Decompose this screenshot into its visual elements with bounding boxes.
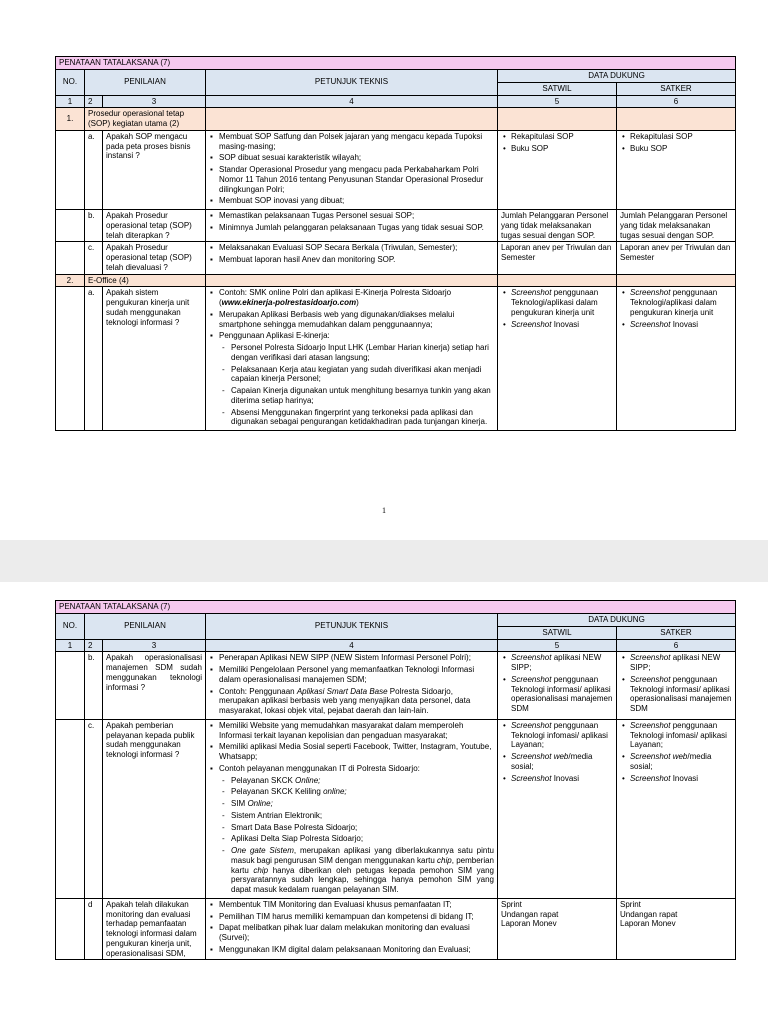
- list-item: [511, 752, 613, 772]
- satker-cell: [617, 287, 736, 431]
- sub-list-item: - Smart Data Base Polresta Sidoarjo;: [231, 823, 494, 833]
- table-row: [56, 652, 736, 720]
- list-item: [630, 752, 732, 772]
- row-number: [56, 242, 85, 274]
- list-item: ▪ Pemilihan TIM harus memiliki kemampuan dan kompetensi di bidang IT;: [219, 912, 494, 922]
- text: Screenshot: [511, 674, 552, 684]
- text-line: Sprint: [501, 899, 522, 909]
- group-filler: [617, 108, 736, 131]
- text: Online;: [247, 799, 273, 808]
- group-filler: [498, 274, 617, 287]
- sub-list-item: - Personel Polresta Sidoarjo Input LHK (Lembar Harian kinerja) setiap hari dengan verifikasi dari atasan langsung;: [231, 343, 494, 363]
- table-row: [56, 242, 736, 274]
- list-item: [219, 331, 494, 427]
- text: One gate Sistem: [231, 846, 294, 855]
- list-item: [630, 288, 732, 317]
- list-item: ▪ Memiliki Pengelolaan Personel yang memanfaatkan Teknologi Informasi dalam operasionalisasi manajemen SDM;: [219, 665, 494, 685]
- col-number: 3: [103, 639, 206, 652]
- section-title-row: [56, 601, 736, 614]
- page-number: 1: [382, 506, 386, 515]
- column-number-row: [56, 95, 736, 108]
- list-item: ▪ Penerapan Aplikasi NEW SIPP (NEW Sistem Informasi Personel Polri);: [219, 653, 494, 663]
- text: Screenshot: [630, 773, 671, 783]
- question-text: Apakah SOP mengacu pada peta proses bisnis instansi ?: [103, 130, 206, 209]
- text: Screenshot: [511, 653, 552, 663]
- sub-list: [219, 776, 494, 895]
- table-row: [56, 210, 736, 242]
- row-letter: d: [85, 898, 103, 960]
- text: , merupakan aplikasi yang diberlakukannya satu pintu masuk bagi pengurusan SIM dengan menggunakan kartu: [231, 846, 494, 865]
- group-number: 1.: [56, 108, 85, 131]
- list-item: [630, 721, 732, 750]
- satker-cell: [617, 898, 736, 960]
- list-item: [219, 764, 494, 895]
- sub-list-item: [231, 787, 494, 797]
- text: Pelayanan SKCK: [231, 775, 296, 785]
- list-item: [511, 675, 613, 714]
- section-title-row: [56, 57, 736, 70]
- col-number: 3: [103, 95, 206, 108]
- technical-guidance: [206, 210, 498, 242]
- header-petunjuk-teknis: PETUNJUK TEKNIS: [206, 614, 498, 640]
- list-item: ▪ Melaksanakan Evaluasi SOP Secara Berkala (Triwulan, Semester);: [219, 243, 494, 253]
- col-number: 5: [498, 639, 617, 652]
- list-item: [511, 653, 613, 673]
- document-page-2: [0, 582, 768, 1024]
- list-item: ▪ Merupakan Aplikasi Berbasis web yang digunakan/diakses melalui smartphone sehingga memudahkan dalam penggunaannya;: [219, 310, 494, 330]
- text: Online;: [295, 775, 321, 785]
- header-penilaian: PENILAIAN: [85, 614, 206, 640]
- text: Inovasi: [672, 773, 699, 783]
- column-number-row: [56, 639, 736, 652]
- satker-cell: [617, 652, 736, 720]
- technical-guidance: [206, 652, 498, 720]
- header-row-1: [56, 70, 736, 83]
- header-no: NO.: [56, 614, 85, 640]
- header-no: NO.: [56, 70, 85, 96]
- text: Screenshot: [511, 319, 552, 329]
- assessment-table-page-2: [55, 600, 736, 960]
- website-url: www.ekinerja-polrestasidoarjo.com: [221, 298, 357, 307]
- text-line: Undangan rapat: [620, 909, 678, 919]
- text-line: Sprint: [620, 899, 641, 909]
- table-row: [56, 130, 736, 209]
- list-item: ▪ Standar Operasional Prosedur yang mengacu pada Perkabaharkam Polri Nomor 11 Tahun 2016 tentang Penyusunan Standar Operasional Prosedur dilingkungan Polri;: [219, 165, 494, 194]
- satwil-cell: [498, 287, 617, 431]
- text: Contoh: Penggunaan: [219, 686, 297, 696]
- header-penilaian: PENILAIAN: [85, 70, 206, 96]
- group-title: Prosedur operasional tetap (SOP) kegiatan utama (2): [85, 108, 206, 131]
- row-letter: c.: [85, 719, 103, 898]
- col-number: 4: [206, 639, 498, 652]
- list-item: [219, 288, 494, 308]
- list-item: [630, 675, 732, 714]
- col-number: 4: [206, 95, 498, 108]
- text-line: Laporan Monev: [501, 919, 557, 929]
- text: Contoh pelayanan menggunakan IT di Polresta Sidoarjo:: [219, 763, 420, 773]
- list-item: ▪ Memastikan pelaksanaan Tugas Personel sesuai SOP;: [219, 211, 494, 221]
- sub-list-item: - Pelaksanaan Kerja atau kegiatan yang sudah diverifikasi akan menjadi capaian kinerja Personel;: [231, 365, 494, 385]
- list-item: ▪ Memiliki aplikasi Media Sosial seperti Facebook, Twitter, Instagram, Youtube, Whatsapp;: [219, 742, 494, 762]
- list-item: [630, 774, 732, 784]
- row-number: [56, 719, 85, 898]
- text: Screenshot: [511, 720, 552, 730]
- list-item: [219, 687, 494, 716]
- text: Aplikasi Smart Data Base: [296, 686, 388, 696]
- text: Screenshot: [630, 319, 671, 329]
- col-number: 6: [617, 639, 736, 652]
- col-number: 2: [85, 95, 103, 108]
- satwil-cell: Jumlah Pelanggaran Personel yang tidak melaksanakan tugas sesuai dengan SOP.: [498, 210, 617, 242]
- satwil-cell: [498, 652, 617, 720]
- text: Polresta Sidoarjo, merupakan aplikasi berbasis web yang menyajikan data personel, data masyarakat, lokasi objek vital, pejabat daerah dan lain-lain.: [219, 686, 471, 715]
- header-satwil: SATWIL: [498, 626, 617, 639]
- list-item: ▪ Dapat melibatkan pihak luar dalam melakukan monitoring dan evaluasi (Survei);: [219, 923, 494, 943]
- header-row-1: [56, 614, 736, 627]
- list-item: [511, 320, 613, 330]
- satwil-cell: [498, 130, 617, 209]
- text: Screenshot: [630, 288, 671, 298]
- table-row: [56, 898, 736, 960]
- list-item: [630, 653, 732, 673]
- satker-cell: [617, 130, 736, 209]
- group-filler: [206, 274, 498, 287]
- text: SIM: [231, 799, 248, 808]
- header-satker: SATKER: [617, 626, 736, 639]
- sub-list-item: [231, 846, 494, 895]
- satwil-cell: [498, 898, 617, 960]
- group-filler: [617, 274, 736, 287]
- text-line: Undangan rapat: [501, 909, 559, 919]
- col-number: 1: [56, 95, 85, 108]
- text: Inovasi: [553, 319, 580, 329]
- section-title: PENATAAN TATALAKSANA (7): [56, 57, 736, 70]
- group-filler: [498, 108, 617, 131]
- question-text: Apakah telah dilakukan monitoring dan evaluasi terhadap pemanfaatan teknologi informasi dalam pengukuran kinerja unit, operasionalisasi SDM,: [103, 898, 206, 960]
- text-line: Laporan Monev: [620, 919, 676, 929]
- row-number: [56, 210, 85, 242]
- list-item: • Buku SOP: [511, 144, 613, 154]
- row-number: [56, 130, 85, 209]
- page-gap: [0, 540, 768, 582]
- sub-list-item: [231, 776, 494, 786]
- text: chip: [437, 855, 452, 865]
- sub-list-item: - Sistem Antrian Elektronik;: [231, 811, 494, 821]
- text: Screenshot: [511, 288, 552, 298]
- list-item: ▪ Minimnya Jumlah pelanggaran pelaksanaan Tugas yang tidak sesuai SOP.: [219, 223, 494, 233]
- text: aplikasi NEW SIPP;: [630, 653, 721, 672]
- technical-guidance: [206, 287, 498, 431]
- sub-list: [219, 343, 494, 427]
- question-text: Apakah pemberian pelayanan kepada publik sudah menggunakan teknologi informasi ?: [103, 719, 206, 898]
- list-item: [511, 774, 613, 784]
- assessment-table-page-1: [55, 56, 736, 431]
- technical-guidance: [206, 242, 498, 274]
- satker-cell: Jumlah Pelanggaran Personel yang tidak melaksanakan tugas sesuai dengan SOP.: [617, 210, 736, 242]
- list-item: ▪ Membentuk TIM Monitoring dan Evaluasi khusus pemanfaatan IT;: [219, 900, 494, 910]
- satwil-cell: [498, 719, 617, 898]
- satker-cell: [617, 719, 736, 898]
- text: Inovasi: [553, 773, 580, 783]
- text: Screenshot: [630, 752, 671, 761]
- sub-list-item: [231, 799, 494, 809]
- technical-guidance: [206, 898, 498, 960]
- technical-guidance: [206, 719, 498, 898]
- row-letter: a.: [85, 130, 103, 209]
- text: /media sosial;: [511, 752, 593, 771]
- list-item: [630, 320, 732, 330]
- text: Screenshot: [630, 653, 671, 663]
- text: hanya diberikan oleh petugas kepada pemohon SIM yang persyaratannya sudah lengkap, sehingga hanya pemohon SIM yang dapat masuk kedalam ruangan pelayanan SIM.: [231, 865, 495, 894]
- section-title: PENATAAN TATALAKSANA (7): [56, 601, 736, 614]
- group-number: 2.: [56, 274, 85, 287]
- col-number: 5: [498, 95, 617, 108]
- text: Pelayanan SKCK Keliling: [231, 787, 324, 797]
- text: penggunaan Teknologi infomasi/ aplikasi Layanan;: [630, 720, 727, 750]
- table-row: [56, 287, 736, 431]
- row-number: [56, 652, 85, 720]
- text: chip: [253, 865, 269, 875]
- group-row-sop: [56, 108, 736, 131]
- text: penggunaan Teknologi infomasi/ aplikasi Layanan;: [511, 720, 608, 750]
- row-letter: c.: [85, 242, 103, 274]
- text: Screenshot: [511, 752, 552, 761]
- text: /media sosial;: [630, 752, 712, 771]
- text: Contoh: SMK online Polri dan aplikasi E-Kinerja Polresta Sidoarjo (: [219, 288, 452, 307]
- list-item: ▪ Membuat SOP inovasi yang dibuat;: [219, 196, 494, 206]
- col-number: 6: [617, 95, 736, 108]
- question-text: Apakah Prosedur operasional tetap (SOP) telah diterapkan ?: [103, 210, 206, 242]
- row-number: [56, 287, 85, 431]
- technical-guidance: [206, 130, 498, 209]
- list-item: ▪ Menggunakan IKM digital dalam pelaksanaan Monitoring dan Evaluasi;: [219, 945, 494, 955]
- group-title: E-Office (4): [85, 274, 206, 287]
- header-satker: SATKER: [617, 82, 736, 95]
- text: web: [672, 752, 688, 761]
- group-filler: [206, 108, 498, 131]
- text: penggunaan Teknologi/aplikasi dalam pengukuran kinerja unit: [630, 288, 718, 317]
- list-item: • Rekapitulasi SOP: [511, 132, 613, 142]
- col-number: 2: [85, 639, 103, 652]
- header-data-dukung: DATA DUKUNG: [498, 614, 736, 627]
- text: ): [356, 298, 359, 307]
- table-row: [56, 719, 736, 898]
- row-letter: b.: [85, 210, 103, 242]
- list-item: ▪ Membuat laporan hasil Anev dan monitoring SOP.: [219, 255, 494, 265]
- text: Inovasi: [672, 319, 699, 329]
- text: Penggunaan Aplikasi E-kinerja:: [219, 331, 330, 341]
- list-item: • Rekapitulasi SOP: [630, 132, 732, 142]
- header-satwil: SATWIL: [498, 82, 617, 95]
- row-letter: b.: [85, 652, 103, 720]
- text: , pemberian kartu: [231, 855, 494, 875]
- col-number: 1: [56, 639, 85, 652]
- sub-list-item: - Aplikasi Delta Siap Polresta Sidoarjo;: [231, 834, 494, 844]
- header-petunjuk-teknis: PETUNJUK TEKNIS: [206, 70, 498, 96]
- satker-cell: Laporan anev per Triwulan dan Semester: [617, 242, 736, 274]
- list-item: • Buku SOP: [630, 144, 732, 154]
- text: Screenshot: [511, 773, 552, 783]
- question-text: Apakah Prosedur operasional tetap (SOP) telah dievaluasi ?: [103, 242, 206, 274]
- text: penggunaan Teknologi informasi/ aplikasi operasionalisasi manajemen SDM: [630, 674, 732, 713]
- group-row-eoffice: [56, 274, 736, 287]
- text: penggunaan Teknologi/aplikasi dalam pengukuran kinerja unit: [511, 288, 599, 317]
- text: Screenshot: [630, 674, 671, 684]
- question-text: Apakah operasionalisasi manajemen SDM sudah menggunakan teknologi informasi ?: [103, 652, 206, 720]
- text: aplikasi NEW SIPP;: [511, 653, 602, 672]
- question-text: Apakah sistem pengukuran kinerja unit sudah menggunakan teknologi informasi ?: [103, 287, 206, 431]
- header-data-dukung: DATA DUKUNG: [498, 70, 736, 83]
- sub-list-item: - Absensi Menggunakan fingerprint yang terkoneksi pada aplikasi dan digunakan sebagai pengurangan ketidakhadiran pada tunjangan kinerja.: [231, 408, 494, 428]
- row-letter: a.: [85, 287, 103, 431]
- satwil-cell: Laporan anev per Triwulan dan Semester: [498, 242, 617, 274]
- text: penggunaan Teknologi informasi/ aplikasi operasionalisasi manajemen SDM: [511, 674, 613, 713]
- sub-list-item: - Capaian Kinerja digunakan untuk menghitung besarnya tunkin yang akan diterima setiap harinya;: [231, 386, 494, 406]
- text: web: [553, 752, 569, 761]
- list-item: ▪ Membuat SOP Satfung dan Polsek jajaran yang mengacu kepada Tupoksi masing-masing;: [219, 132, 494, 152]
- row-number: [56, 898, 85, 960]
- list-item: [511, 721, 613, 750]
- list-item: ▪ Memiliki Website yang memudahkan masyarakat dalam memperoleh Informasi terkait layanan kepolisian dan pengaduan masyarakat;: [219, 721, 494, 741]
- text: Screenshot: [630, 720, 671, 730]
- list-item: ▪ SOP dibuat sesuai karakteristik wilayah;: [219, 153, 494, 163]
- text: online;: [323, 787, 347, 797]
- list-item: [511, 288, 613, 317]
